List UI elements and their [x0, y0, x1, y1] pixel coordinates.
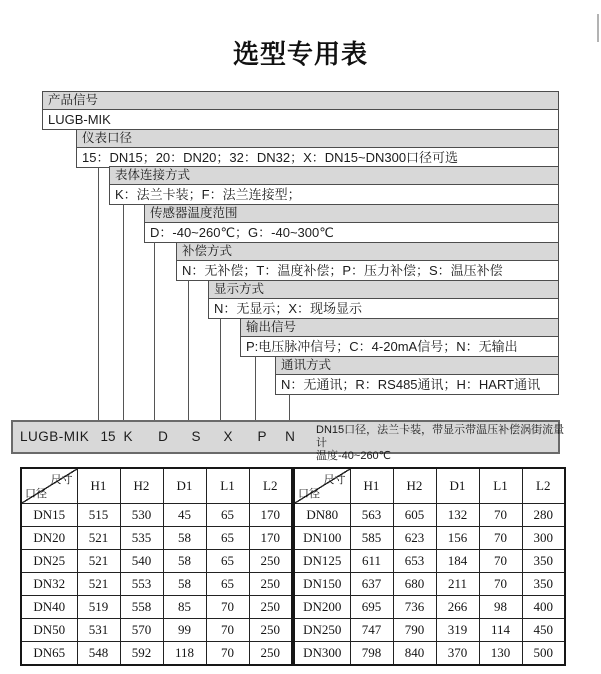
column-header: L2 [522, 468, 565, 504]
option-box-values: LUGB-MIK [43, 109, 558, 129]
dimension-cell: 585 [350, 527, 393, 550]
option-box-values: N：无补偿；T：温度补偿；P：压力补偿；S：温压补偿 [177, 260, 558, 280]
option-box-communication [275, 356, 559, 395]
option-box-body-connection [109, 166, 559, 205]
dimension-cell: 98 [479, 596, 522, 619]
model-description-line1: DN15口径，法兰卡装，带显示带温压补偿涡街流量计 [316, 424, 565, 449]
dimension-cell: 653 [393, 550, 436, 573]
dimension-cell: 350 [522, 550, 565, 573]
model-code-display: X [223, 429, 233, 444]
option-box-meter-diameter [76, 129, 559, 168]
column-header: H1 [77, 468, 120, 504]
option-box-display-mode [208, 280, 559, 319]
dimension-cell: 558 [120, 596, 163, 619]
dimension-cell: 85 [163, 596, 206, 619]
diameter-cell: DN125 [294, 550, 350, 573]
connector-line [220, 318, 221, 420]
dimension-cell: 250 [249, 573, 292, 596]
dimension-cell: 250 [249, 619, 292, 642]
dimension-cell: 45 [163, 504, 206, 527]
table-row [294, 619, 565, 642]
model-code-connection: K [123, 429, 133, 444]
dimension-cell: 118 [163, 642, 206, 666]
model-description [316, 424, 568, 463]
option-box-sensor-temp-range [144, 204, 559, 243]
dimension-cell: 400 [522, 596, 565, 619]
option-box-label: 通讯方式 [276, 357, 558, 374]
table-row [294, 642, 565, 666]
connector-line [188, 280, 189, 420]
page-title: 选型专用表 [232, 39, 368, 69]
diameter-cell: DN40 [21, 596, 77, 619]
column-header: L1 [479, 468, 522, 504]
model-prefix: LUGB-MIK [20, 429, 90, 444]
diameter-cell: DN300 [294, 642, 350, 666]
dimension-cell: 70 [206, 642, 249, 666]
dimension-cell: 70 [479, 527, 522, 550]
dimension-cell: 319 [436, 619, 479, 642]
table-row [21, 619, 292, 642]
option-box-values: K：法兰卡装；F：法兰连接型； [110, 184, 558, 204]
diameter-cell: DN150 [294, 573, 350, 596]
option-box-label: 表体连接方式 [110, 167, 558, 184]
option-box-values: D：-40~260℃；G：-40~300℃ [145, 222, 558, 242]
option-box-values: P:电压脉冲信号；C：4-20mA信号；N：无输出 [241, 336, 558, 356]
dimension-cell: 99 [163, 619, 206, 642]
connector-line [98, 167, 99, 420]
dimension-cell: 605 [393, 504, 436, 527]
column-header: L2 [249, 468, 292, 504]
dimension-cell: 65 [206, 504, 249, 527]
option-box-label: 补偿方式 [177, 243, 558, 260]
dimension-cell: 156 [436, 527, 479, 550]
dimension-cell: 58 [163, 527, 206, 550]
model-code-temp-range: D [158, 429, 168, 444]
dimension-cell: 114 [479, 619, 522, 642]
option-box-label: 传感器温度范围 [145, 205, 558, 222]
table-row [21, 550, 292, 573]
dimension-cell: 747 [350, 619, 393, 642]
corner-label-size: 尺寸 [50, 474, 73, 486]
dimension-cell: 531 [77, 619, 120, 642]
dimension-cell: 211 [436, 573, 479, 596]
dimension-cell: 736 [393, 596, 436, 619]
dimension-cell: 280 [522, 504, 565, 527]
option-box-label: 仪表口径 [77, 130, 558, 147]
dimension-cell: 130 [479, 642, 522, 666]
column-header: D1 [436, 468, 479, 504]
corner-cell [21, 468, 77, 504]
model-code-communication: N [285, 429, 295, 444]
model-code-output: P [257, 429, 267, 444]
dimension-cell: 266 [436, 596, 479, 619]
model-description-line2: 温度-40~260℃ [316, 450, 392, 462]
table-row [294, 596, 565, 619]
option-box-values: N：无通讯；R：RS485通讯；H：HART通讯 [276, 374, 558, 394]
option-box-label: 产品信号 [43, 92, 558, 109]
table-row [21, 527, 292, 550]
table-row [294, 550, 565, 573]
option-box-output-signal [240, 318, 559, 357]
diameter-cell: DN25 [21, 550, 77, 573]
table-row [21, 573, 292, 596]
dimension-cell: 530 [120, 504, 163, 527]
table-row [21, 642, 292, 666]
corner-label-size: 尺寸 [323, 474, 346, 486]
dimension-cell: 70 [206, 596, 249, 619]
option-box-values: 15：DN15；20：DN20；32：DN32；X：DN15~DN300口径可选 [77, 147, 558, 167]
dimension-cell: 540 [120, 550, 163, 573]
diameter-cell: DN32 [21, 573, 77, 596]
model-code-diameter: 15 [100, 429, 116, 444]
dimension-cell: 695 [350, 596, 393, 619]
dimension-cell: 680 [393, 573, 436, 596]
model-code-compensation: S [191, 429, 201, 444]
column-header: H2 [393, 468, 436, 504]
diameter-cell: DN100 [294, 527, 350, 550]
diameter-cell: DN200 [294, 596, 350, 619]
dimension-cell: 70 [206, 619, 249, 642]
table-row [294, 527, 565, 550]
dimension-cell: 70 [479, 573, 522, 596]
dimension-cell: 450 [522, 619, 565, 642]
diameter-cell: DN80 [294, 504, 350, 527]
dimension-cell: 70 [479, 504, 522, 527]
connector-line [255, 356, 256, 420]
column-header: H1 [350, 468, 393, 504]
dimension-cell: 170 [249, 527, 292, 550]
table-row [21, 596, 292, 619]
dimension-cell: 250 [249, 550, 292, 573]
column-header: L1 [206, 468, 249, 504]
dimension-cell: 521 [77, 550, 120, 573]
dimension-cell: 798 [350, 642, 393, 666]
option-box-label: 输出信号 [241, 319, 558, 336]
diameter-cell: DN50 [21, 619, 77, 642]
dimension-cell: 170 [249, 504, 292, 527]
dimension-cell: 65 [206, 550, 249, 573]
diameter-cell: DN65 [21, 642, 77, 666]
dimension-cell: 184 [436, 550, 479, 573]
dimension-cell: 637 [350, 573, 393, 596]
connector-line [123, 204, 124, 420]
dimension-cell: 350 [522, 573, 565, 596]
page-edge-artifact [597, 14, 599, 42]
dimension-cell: 563 [350, 504, 393, 527]
dimension-cell: 300 [522, 527, 565, 550]
dimension-cell: 611 [350, 550, 393, 573]
dimension-cell: 519 [77, 596, 120, 619]
option-box-values: N：无显示；X：现场显示 [209, 298, 558, 318]
diameter-cell: DN250 [294, 619, 350, 642]
dimension-cell: 570 [120, 619, 163, 642]
option-box-product-signal [42, 91, 559, 130]
dimension-cell: 132 [436, 504, 479, 527]
dimension-cell: 370 [436, 642, 479, 666]
column-header: H2 [120, 468, 163, 504]
dimension-cell: 840 [393, 642, 436, 666]
dimension-cell: 250 [249, 596, 292, 619]
dimension-cell: 58 [163, 573, 206, 596]
diameter-cell: DN20 [21, 527, 77, 550]
dimension-cell: 521 [77, 573, 120, 596]
connector-line [154, 242, 155, 420]
dimension-cell: 250 [249, 642, 292, 666]
dimension-cell: 548 [77, 642, 120, 666]
dimension-cell: 500 [522, 642, 565, 666]
table-row [21, 504, 292, 527]
dimension-cell: 790 [393, 619, 436, 642]
corner-label-diameter: 口径 [298, 488, 320, 500]
column-header: D1 [163, 468, 206, 504]
connector-line [289, 394, 290, 420]
diameter-cell: DN15 [21, 504, 77, 527]
dimension-cell: 65 [206, 527, 249, 550]
corner-label-diameter: 口径 [25, 488, 47, 500]
option-box-compensation [176, 242, 559, 281]
dimension-cell: 521 [77, 527, 120, 550]
dimension-cell: 553 [120, 573, 163, 596]
model-code-row [11, 420, 565, 462]
dimension-cell: 58 [163, 550, 206, 573]
dimension-cell: 65 [206, 573, 249, 596]
corner-cell [294, 468, 350, 504]
dimension-cell: 535 [120, 527, 163, 550]
dimension-cell: 70 [479, 550, 522, 573]
dimension-table-right [293, 467, 566, 666]
dimension-cell: 623 [393, 527, 436, 550]
dimension-cell: 592 [120, 642, 163, 666]
table-row [294, 573, 565, 596]
dimension-table-left [20, 467, 293, 666]
dimension-cell: 515 [77, 504, 120, 527]
table-row [294, 504, 565, 527]
option-box-label: 显示方式 [209, 281, 558, 298]
